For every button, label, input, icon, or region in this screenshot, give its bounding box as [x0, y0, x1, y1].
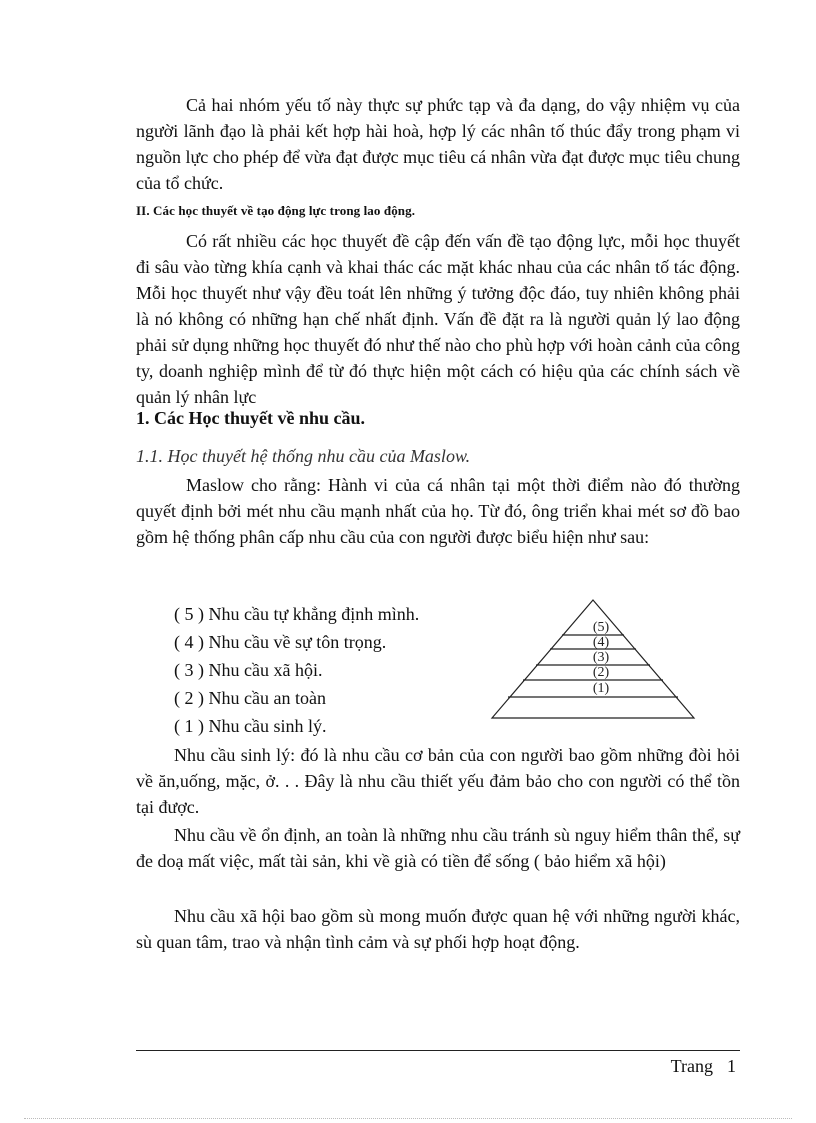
pyramid-label-1: (1): [592, 681, 610, 696]
maslow-pyramid-diagram: [488, 598, 698, 720]
footer-page-number: 1: [727, 1056, 736, 1076]
footer-page-label: Trang: [670, 1056, 713, 1076]
paragraph-safety: Nhu cầu về ổn định, an toàn là những nhu cầu tránh sù nguy hiểm thân thể, sự đe doạ mất việc, mất tài sản, khi về già có tiền để sống ( bảo hiểm xã hội): [136, 825, 740, 871]
footer-divider: [136, 1050, 740, 1051]
need-item-1: ( 1 ) Nhu cầu sinh lý.: [174, 716, 327, 736]
need-item-4: ( 4 ) Nhu cầu về sự tôn trọng.: [174, 632, 387, 652]
page-footer: [657, 1056, 736, 1077]
pyramid-label-4: (4): [592, 635, 610, 650]
pyramid-label-2: (2): [592, 665, 610, 680]
need-item-2: ( 2 ) Nhu cầu an toàn: [174, 688, 326, 708]
need-item-5: ( 5 ) Nhu cầu tự khẳng định mình.: [174, 604, 420, 624]
paragraph-physiological: Nhu cầu sinh lý: đó là nhu cầu cơ bản của con người bao gồm những đòi hỏi về ăn,uống, mặc, ở. . . Đây là nhu cầu thiết yếu đảm bảo cho con người có thể tồn tại được.: [136, 745, 740, 817]
pyramid-label-5: (5): [592, 620, 610, 635]
page-edge-dots: [24, 1118, 792, 1119]
need-item-3: ( 3 ) Nhu cầu xã hội.: [174, 660, 323, 680]
paragraph-theories-overview: Có rất nhiều các học thuyết đề cập đến vấn đề tạo động lực, mỗi học thuyết đi sâu vào từng khía cạnh và khai thác các mặt khác nhau của các nhân tố tác động. Mỗi học thuyết như vậy đều toát lên những ý tưởng độc đáo, tuy nhiên không phải là nó không có những hạn chế nhất định. Vấn đề đặt ra là người quản lý lao động phải sử dụng những học thuyết đó như thế nào cho phù hợp với hoàn cảnh của công ty, doanh nghiệp mình để từ đó thực hiện một cách có hiệu qủa các chính sách về quản lý nhân lực: [136, 231, 740, 407]
paragraph-intro: Cả hai nhóm yếu tố này thực sự phức tạp và đa dạng, do vậy nhiệm vụ của người lãnh đạo là phải kết hợp hài hoà, hợp lý các nhân tố thúc đẩy trong phạm vi nguồn lực cho phép để vừa đạt được mục tiêu cá nhân vừa đạt được mục tiêu chung của tổ chức.: [136, 95, 740, 193]
needs-list: [174, 601, 494, 741]
heading-maslow: 1.1. Học thuyết hệ thống nhu cầu của Maslow.: [136, 446, 471, 466]
paragraph-maslow-intro: Maslow cho rằng: Hành vi của cá nhân tại một thời điểm nào đó thường quyết định bởi mét nhu cầu mạnh nhất của họ. Từ đó, ông triển khai mét sơ đồ bao gồm hệ thống phân cấp nhu cầu của con người được biểu hiện như sau:: [136, 475, 740, 547]
pyramid-label-3: (3): [592, 650, 610, 665]
heading-needs-theories: 1. Các Học thuyết về nhu cầu.: [136, 408, 365, 428]
paragraph-social: Nhu cầu xã hội bao gồm sù mong muốn được quan hệ với những người khác, sù quan tâm, trao và nhận tình cảm và sự phối hợp hoạt động.: [136, 906, 740, 952]
section-heading-theories: II. Các học thuyết về tạo động lực trong lao động.: [136, 203, 416, 218]
